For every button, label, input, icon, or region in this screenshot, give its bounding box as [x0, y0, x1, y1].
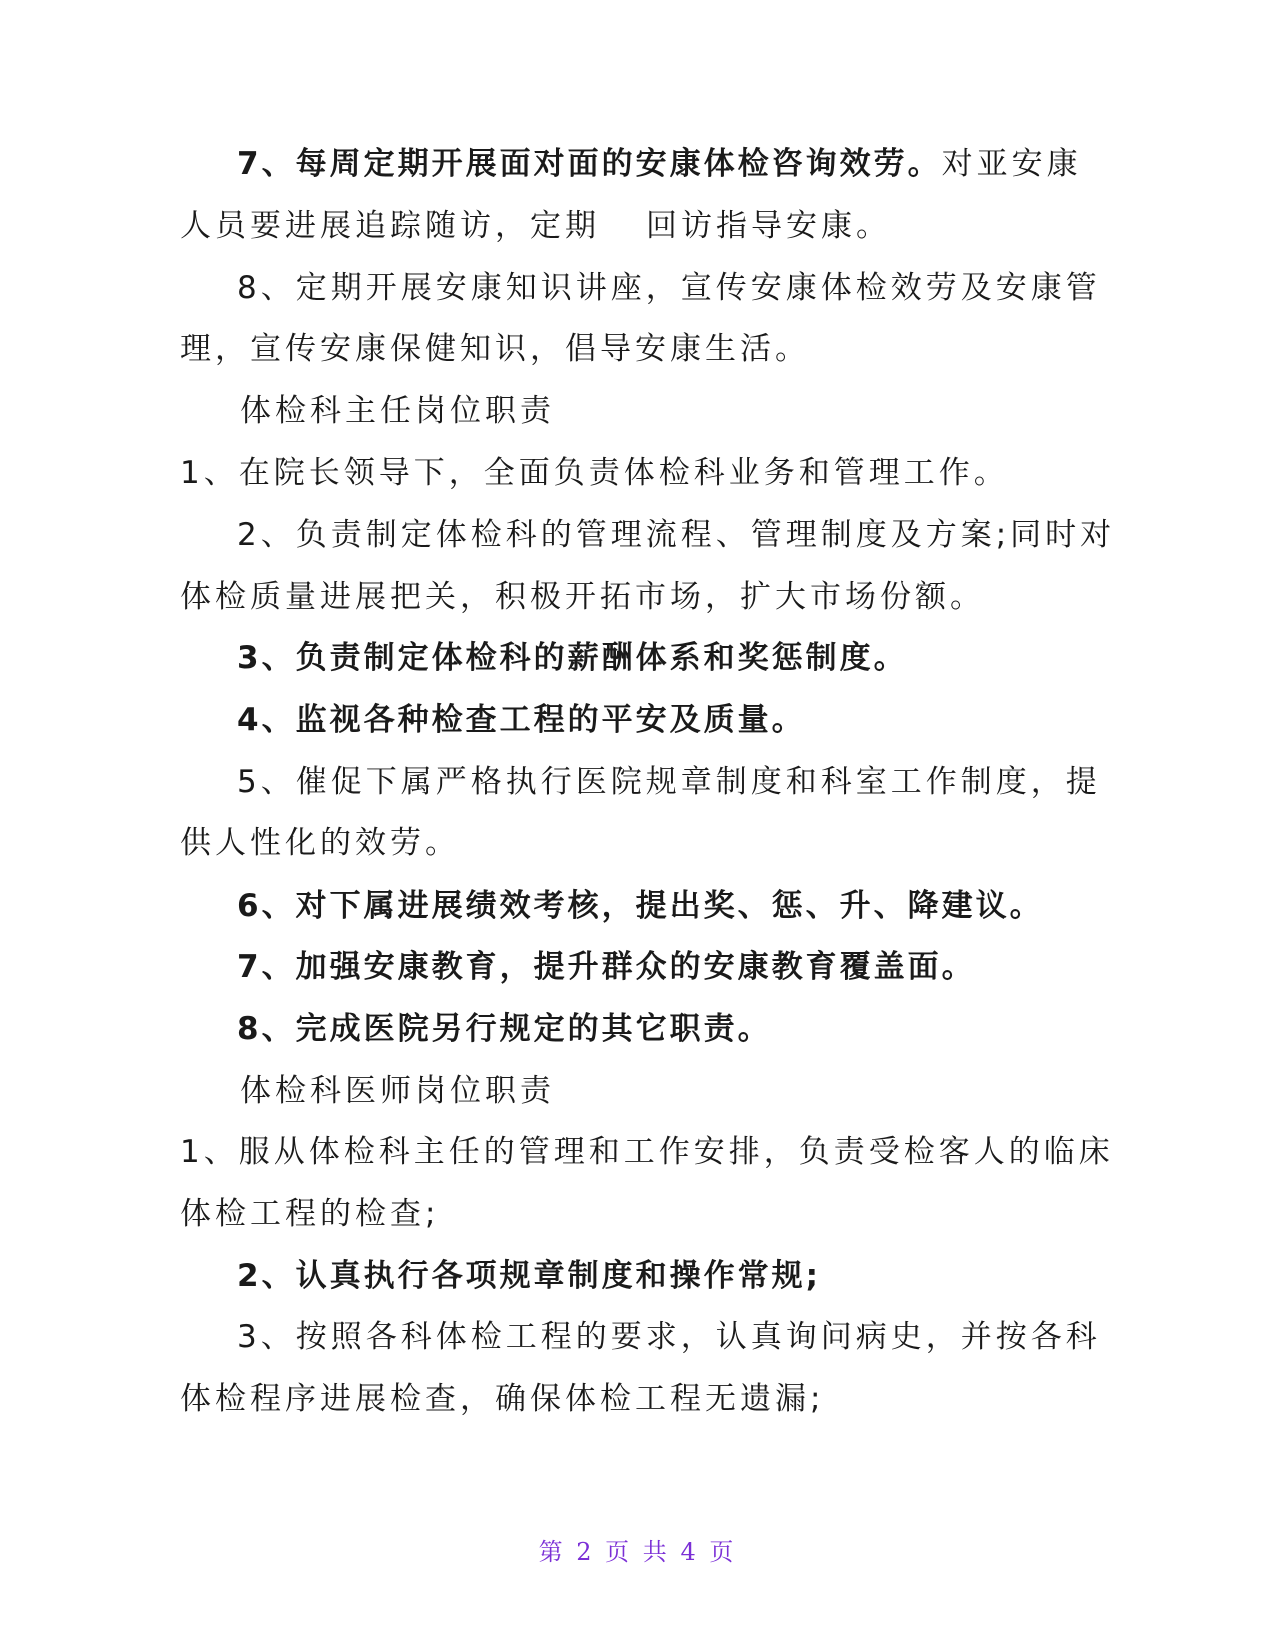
paragraph-line: 3、按照各科体检工程的要求，认真询问病史，并按各科 — [237, 1319, 1101, 1355]
paragraph-line: 体检质量进展把关，积极开拓市场，扩大市场份额。 — [180, 579, 985, 615]
paragraph-line: 7、加强安康教育，提升群众的安康教育覆盖面。 — [237, 949, 976, 985]
paragraph-line: 5、催促下属严格执行医院规章制度和科室工作制度，提 — [237, 764, 1101, 800]
paragraph-line: 1、服从体检科主任的管理和工作安排，负责受检客人的临床 — [180, 1134, 1114, 1170]
paragraph-line: 3、负责制定体检科的薪酬体系和奖惩制度。 — [237, 640, 908, 676]
paragraph-line: 1、在院长领导下，全面负责体检科业务和管理工作。 — [180, 455, 1009, 491]
paragraph-line: 6、对下属进展绩效考核，提出奖、惩、升、降建议。 — [237, 888, 1044, 924]
bold-text: 7、每周定期开展面对面的安康体检咨询效劳。 — [237, 146, 942, 182]
paragraph-line: 4、监视各种检查工程的平安及质量。 — [237, 702, 806, 738]
normal-text: 回访指导安康。 — [646, 208, 891, 244]
paragraph-line — [237, 144, 1082, 184]
page-number-footer: 第 2 页 共 4 页 — [538, 1538, 737, 1566]
paragraph-line: 2、认真执行各项规章制度和操作常规; — [237, 1258, 821, 1294]
paragraph-line: 8、定期开展安康知识讲座，宣传安康体检效劳及安康管 — [237, 270, 1101, 306]
paragraph-line: 体检程序进展检查，确保体检工程无遗漏; — [180, 1381, 825, 1417]
paragraph-line: 理，宣传安康保健知识，倡导安康生活。 — [180, 331, 810, 367]
section-heading: 体检科医师岗位职责 — [240, 1073, 555, 1109]
section-heading: 体检科主任岗位职责 — [240, 393, 555, 429]
paragraph-line: 体检工程的检查; — [180, 1196, 440, 1232]
normal-text: 对亚安康 — [941, 146, 1082, 182]
paragraph-line: 2、负责制定体检科的管理流程、管理制度及方案;同时对 — [237, 517, 1116, 553]
normal-text: 人员要进展追踪随访，定期 — [180, 208, 600, 244]
paragraph-line: 供人性化的效劳。 — [180, 825, 460, 861]
paragraph-line — [180, 206, 891, 246]
paragraph-line: 8、完成医院另行规定的其它职责。 — [237, 1011, 772, 1047]
